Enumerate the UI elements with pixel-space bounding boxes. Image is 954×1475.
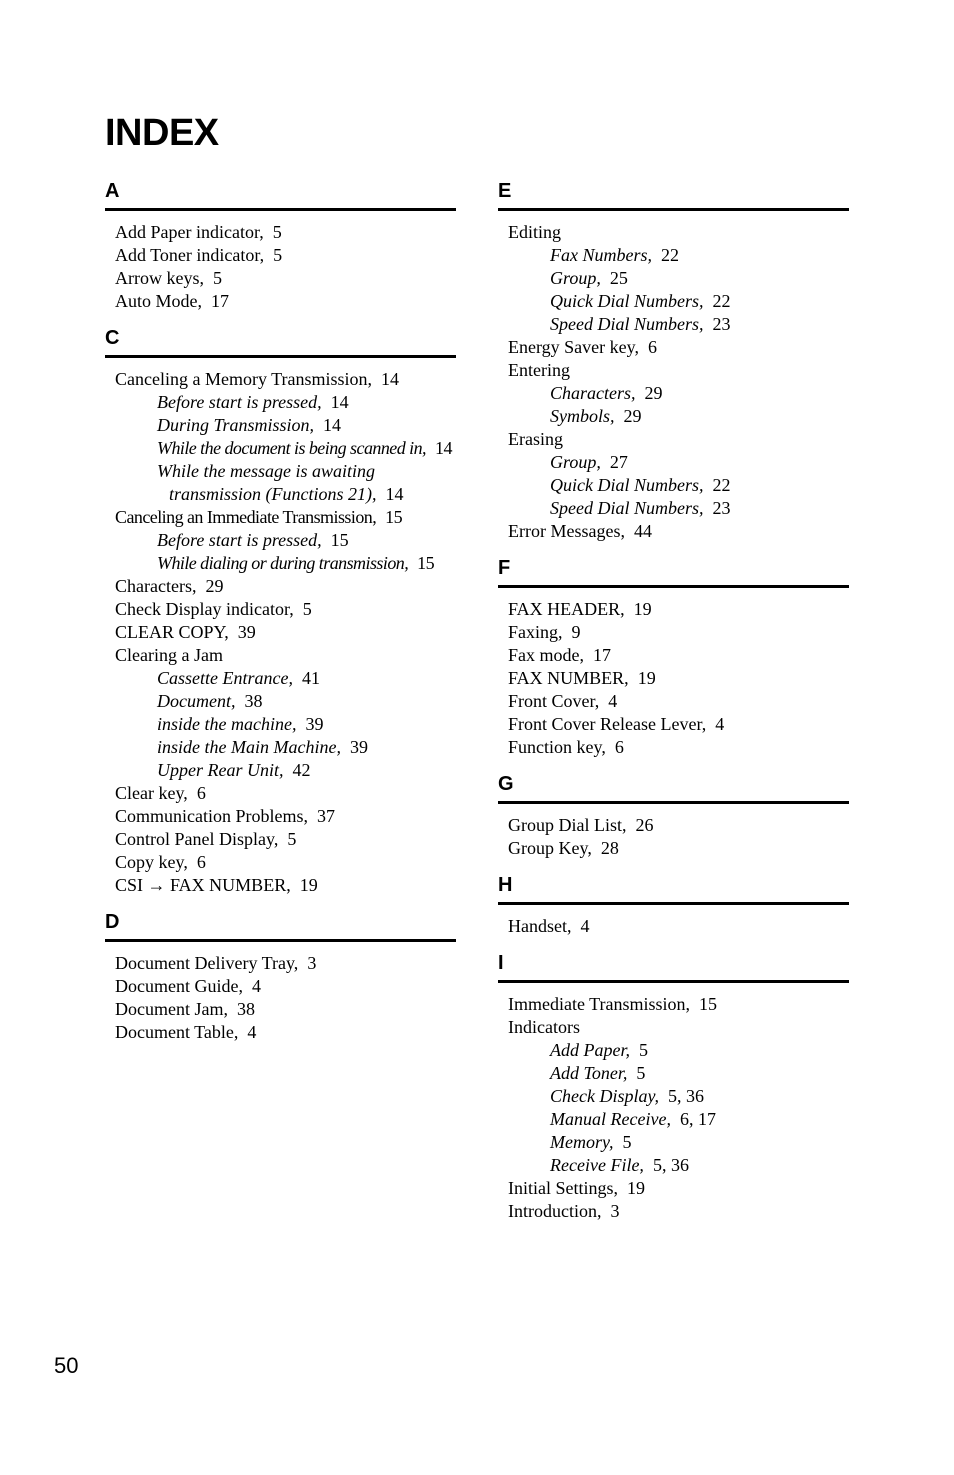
entry-term: Add Toner, bbox=[550, 1063, 628, 1083]
index-subentry bbox=[508, 290, 849, 313]
entry-term: FAX NUMBER, bbox=[508, 668, 629, 688]
entry-page-ref: 22 bbox=[661, 245, 679, 265]
index-column-left bbox=[105, 178, 456, 1056]
entry-page-ref: 17 bbox=[593, 645, 611, 665]
entry-term: Cassette Entrance, bbox=[157, 668, 293, 688]
entry-page-ref: 26 bbox=[635, 815, 654, 835]
entry-page-ref: 22 bbox=[712, 291, 731, 311]
index-entry bbox=[115, 644, 456, 667]
index-entry bbox=[508, 993, 849, 1016]
entry-page-ref: 23 bbox=[712, 314, 731, 334]
index-entry bbox=[508, 621, 849, 644]
entry-page-ref: 29 bbox=[205, 576, 224, 596]
index-entry bbox=[115, 221, 456, 244]
index-entry bbox=[115, 1021, 456, 1044]
entry-term: Group, bbox=[550, 452, 601, 472]
entry-page-ref: 4 bbox=[247, 1022, 257, 1042]
entry-term: Add Paper indicator, bbox=[115, 222, 264, 242]
index-entry bbox=[508, 690, 849, 713]
entry-term: Quick Dial Numbers, bbox=[550, 291, 704, 311]
entry-page-ref: 19 bbox=[637, 668, 656, 688]
entry-term: Document Guide, bbox=[115, 976, 243, 996]
entry-term: Fax Numbers, bbox=[550, 245, 652, 265]
entry-page-ref: 15 bbox=[699, 994, 718, 1014]
entry-page-ref: 44 bbox=[633, 521, 652, 541]
entry-page-ref: 5 bbox=[622, 1132, 632, 1152]
index-section-i bbox=[498, 950, 849, 1235]
entry-page-ref: 6 bbox=[614, 737, 624, 757]
index-subentry bbox=[508, 474, 849, 497]
entry-term: Check Display, bbox=[550, 1086, 659, 1106]
entry-page-ref: 15 bbox=[385, 507, 403, 527]
entry-page-ref: 4 bbox=[580, 916, 590, 936]
entry-page-ref: 4 bbox=[715, 714, 725, 734]
index-entry bbox=[508, 598, 849, 621]
index-entry bbox=[508, 915, 849, 938]
index-entry bbox=[508, 221, 849, 244]
entry-term: Memory, bbox=[550, 1132, 614, 1152]
entry-page-ref: 5 bbox=[212, 268, 222, 288]
entry-term: Energy Saver key, bbox=[508, 337, 639, 357]
index-subentry bbox=[115, 759, 456, 782]
entry-term: While the document is being scanned in, bbox=[157, 438, 426, 458]
entry-term: Front Cover Release Lever, bbox=[508, 714, 707, 734]
entry-page-ref: 41 bbox=[301, 668, 320, 688]
entry-term: During Transmission, bbox=[157, 415, 315, 435]
index-entry bbox=[115, 805, 456, 828]
index-entry bbox=[508, 1016, 849, 1039]
entry-term: Communication Problems, bbox=[115, 806, 308, 826]
index-entry bbox=[508, 428, 849, 451]
index-subentry bbox=[115, 391, 456, 414]
section-letter-heading: A bbox=[105, 178, 456, 211]
index-entry bbox=[115, 851, 456, 874]
entry-term: Group, bbox=[550, 268, 601, 288]
index-section-c bbox=[105, 325, 456, 909]
index-section-e bbox=[498, 178, 849, 555]
entry-term: Group Key, bbox=[508, 838, 592, 858]
index-entry bbox=[508, 837, 849, 860]
entry-page-ref: 6 bbox=[196, 783, 206, 803]
index-subentry bbox=[508, 1085, 849, 1108]
entry-page-ref: 15 bbox=[417, 553, 435, 573]
index-entry bbox=[508, 667, 849, 690]
index-subentry bbox=[508, 405, 849, 428]
index-entry-list bbox=[498, 211, 849, 555]
entry-page-ref: 25 bbox=[609, 268, 628, 288]
index-subentry bbox=[115, 690, 456, 713]
entry-page-ref: 14 bbox=[435, 438, 452, 458]
index-section-a bbox=[105, 178, 456, 325]
index-entry bbox=[508, 736, 849, 759]
index-subentry bbox=[508, 1131, 849, 1154]
entry-term: Arrow keys, bbox=[115, 268, 204, 288]
index-entry bbox=[508, 1200, 849, 1223]
index-section-d bbox=[105, 909, 456, 1056]
index-subentry bbox=[508, 382, 849, 405]
index-entry bbox=[508, 644, 849, 667]
entry-term: Document Delivery Tray, bbox=[115, 953, 299, 973]
entry-term: Initial Settings, bbox=[508, 1178, 618, 1198]
entry-term: Document, bbox=[157, 691, 236, 711]
index-entry-list bbox=[105, 358, 456, 909]
index-subentry bbox=[508, 244, 849, 267]
index-entry bbox=[115, 290, 456, 313]
entry-term: inside the machine, bbox=[157, 714, 297, 734]
index-subentry bbox=[508, 1039, 849, 1062]
index-subentry bbox=[508, 451, 849, 474]
entry-term: Clear key, bbox=[115, 783, 188, 803]
entry-page-ref: 6 bbox=[647, 337, 657, 357]
entry-term: Control Panel Display, bbox=[115, 829, 279, 849]
index-entry bbox=[508, 359, 849, 382]
entry-page-ref: 19 bbox=[633, 599, 652, 619]
index-entry bbox=[115, 621, 456, 644]
entry-term: While dialing or during transmission, bbox=[157, 553, 409, 573]
entry-term: Canceling a Memory Transmission, bbox=[115, 369, 372, 389]
entry-term: Before start is pressed, bbox=[157, 392, 322, 412]
entry-page-ref: 28 bbox=[600, 838, 619, 858]
entry-page-ref: 14 bbox=[323, 415, 342, 435]
entry-page-ref: 42 bbox=[292, 760, 311, 780]
index-subentry bbox=[508, 267, 849, 290]
entry-page-ref: 17 bbox=[211, 291, 229, 311]
entry-page-ref: 37 bbox=[317, 806, 335, 826]
entry-term: transmission (Functions 21), bbox=[169, 484, 377, 504]
entry-page-ref: 39 bbox=[237, 622, 256, 642]
entry-page-ref: 5 bbox=[639, 1040, 648, 1060]
section-letter-heading: E bbox=[498, 178, 849, 211]
index-subentry bbox=[115, 713, 456, 736]
entry-term: Group Dial List, bbox=[508, 815, 627, 835]
entry-term: Check Display indicator, bbox=[115, 599, 294, 619]
section-letter-heading: G bbox=[498, 771, 849, 804]
entry-term: Upper Rear Unit, bbox=[157, 760, 284, 780]
index-subentry bbox=[115, 483, 456, 506]
index-entry-list bbox=[105, 211, 456, 325]
entry-term: Introduction, bbox=[508, 1201, 602, 1221]
index-entry bbox=[115, 575, 456, 598]
entry-term: Front Cover, bbox=[508, 691, 600, 711]
entry-page-ref: 5, 36 bbox=[667, 1086, 704, 1106]
section-letter-heading: C bbox=[105, 325, 456, 358]
entry-page-ref: 5 bbox=[273, 245, 283, 265]
entry-page-ref: 29 bbox=[644, 383, 663, 403]
index-entry bbox=[115, 782, 456, 805]
index-entry-list bbox=[498, 804, 849, 872]
entry-term: Manual Receive, bbox=[550, 1109, 671, 1129]
entry-term: Fax mode, bbox=[508, 645, 584, 665]
index-subentry bbox=[115, 552, 456, 575]
entry-term: Faxing, bbox=[508, 622, 563, 642]
entry-page-ref: 3 bbox=[307, 953, 317, 973]
index-subentry bbox=[115, 529, 456, 552]
entry-term: While the message is awaiting bbox=[157, 461, 375, 481]
entry-term: Receive File, bbox=[550, 1155, 644, 1175]
entry-page-ref: 39 bbox=[305, 714, 324, 734]
index-entry bbox=[508, 713, 849, 736]
index-subentry bbox=[115, 736, 456, 759]
index-subentry bbox=[508, 497, 849, 520]
index-subentry bbox=[508, 1108, 849, 1131]
index-column-right bbox=[498, 178, 849, 1235]
entry-term: Immediate Transmission, bbox=[508, 994, 691, 1014]
entry-page-ref: 14 bbox=[330, 392, 349, 412]
index-entry bbox=[508, 336, 849, 359]
entry-term: Characters, bbox=[550, 383, 636, 403]
entry-page-ref: 3 bbox=[610, 1201, 620, 1221]
index-entry-list bbox=[105, 942, 456, 1056]
section-letter-heading: D bbox=[105, 909, 456, 942]
entry-page-ref: 14 bbox=[381, 369, 399, 389]
index-entry bbox=[115, 975, 456, 998]
entry-page-ref: 19 bbox=[299, 875, 318, 895]
index-entry bbox=[115, 874, 456, 897]
entry-term: Auto Mode, bbox=[115, 291, 202, 311]
entry-term: Clearing a Jam bbox=[115, 645, 223, 665]
entry-term: Editing bbox=[508, 222, 561, 242]
section-letter-heading: F bbox=[498, 555, 849, 588]
index-section-g bbox=[498, 771, 849, 872]
index-entry bbox=[115, 828, 456, 851]
entry-term: Symbols, bbox=[550, 406, 615, 426]
entry-term: Erasing bbox=[508, 429, 563, 449]
entry-term: Add Paper, bbox=[550, 1040, 630, 1060]
index-entry bbox=[115, 506, 456, 529]
entry-term: Handset, bbox=[508, 916, 572, 936]
entry-term: Add Toner indicator, bbox=[115, 245, 265, 265]
entry-page-ref: 5 bbox=[636, 1063, 646, 1083]
entry-term: Document Table, bbox=[115, 1022, 239, 1042]
index-entry bbox=[508, 520, 849, 543]
index-entry bbox=[115, 244, 456, 267]
entry-term: Copy key, bbox=[115, 852, 188, 872]
entry-page-ref: 39 bbox=[349, 737, 368, 757]
index-entry-list bbox=[498, 983, 849, 1235]
entry-term: CLEAR COPY, bbox=[115, 622, 229, 642]
entry-term: CSI → FAX NUMBER, bbox=[115, 875, 291, 895]
entry-page-ref: 5 bbox=[272, 222, 282, 242]
index-entry bbox=[115, 598, 456, 621]
entry-term: Indicators bbox=[508, 1017, 580, 1037]
index-subentry bbox=[115, 437, 456, 460]
entry-term: Speed Dial Numbers, bbox=[550, 314, 704, 334]
index-entry-list bbox=[498, 588, 849, 771]
index-entry bbox=[115, 368, 456, 391]
section-letter-heading: I bbox=[498, 950, 849, 983]
entry-page-ref: 22 bbox=[712, 475, 731, 495]
entry-term: Entering bbox=[508, 360, 570, 380]
page-title: INDEX bbox=[105, 112, 219, 154]
entry-page-ref: 23 bbox=[712, 498, 731, 518]
entry-page-ref: 6 bbox=[196, 852, 206, 872]
entry-page-ref: 15 bbox=[330, 530, 349, 550]
index-section-h bbox=[498, 872, 849, 950]
index-entry bbox=[508, 1177, 849, 1200]
entry-page-ref: 29 bbox=[623, 406, 642, 426]
entry-page-ref: 4 bbox=[251, 976, 261, 996]
entry-page-ref: 5 bbox=[287, 829, 297, 849]
index-entry bbox=[115, 952, 456, 975]
entry-page-ref: 5 bbox=[302, 599, 312, 619]
entry-page-ref: 27 bbox=[609, 452, 628, 472]
index-subentry bbox=[508, 1154, 849, 1177]
entry-page-ref: 5, 36 bbox=[652, 1155, 689, 1175]
entry-page-ref: 9 bbox=[571, 622, 581, 642]
entry-page-ref: 38 bbox=[236, 999, 255, 1019]
entry-page-ref: 38 bbox=[244, 691, 263, 711]
index-subentry bbox=[115, 667, 456, 690]
entry-term: Error Messages, bbox=[508, 521, 625, 541]
section-letter-heading: H bbox=[498, 872, 849, 905]
entry-term: Quick Dial Numbers, bbox=[550, 475, 704, 495]
index-section-f bbox=[498, 555, 849, 771]
entry-term: Before start is pressed, bbox=[157, 530, 322, 550]
index-subentry bbox=[115, 460, 456, 483]
entry-page-ref: 6, 17 bbox=[679, 1109, 716, 1129]
index-subentry bbox=[508, 1062, 849, 1085]
entry-page-ref: 19 bbox=[627, 1178, 645, 1198]
entry-term: FAX HEADER, bbox=[508, 599, 625, 619]
entry-term: Characters, bbox=[115, 576, 197, 596]
entry-term: Function key, bbox=[508, 737, 606, 757]
entry-term: Speed Dial Numbers, bbox=[550, 498, 704, 518]
entry-term: inside the Main Machine, bbox=[157, 737, 341, 757]
index-entry-list bbox=[498, 905, 849, 950]
index-subentry bbox=[115, 414, 456, 437]
index-entry bbox=[508, 814, 849, 837]
entry-term: Canceling an Immediate Transmission, bbox=[115, 507, 377, 527]
entry-page-ref: 14 bbox=[385, 484, 404, 504]
index-entry bbox=[115, 267, 456, 290]
index-entry bbox=[115, 998, 456, 1021]
page-number: 50 bbox=[54, 1353, 79, 1378]
index-subentry bbox=[508, 313, 849, 336]
entry-term: Document Jam, bbox=[115, 999, 228, 1019]
entry-page-ref: 4 bbox=[608, 691, 618, 711]
